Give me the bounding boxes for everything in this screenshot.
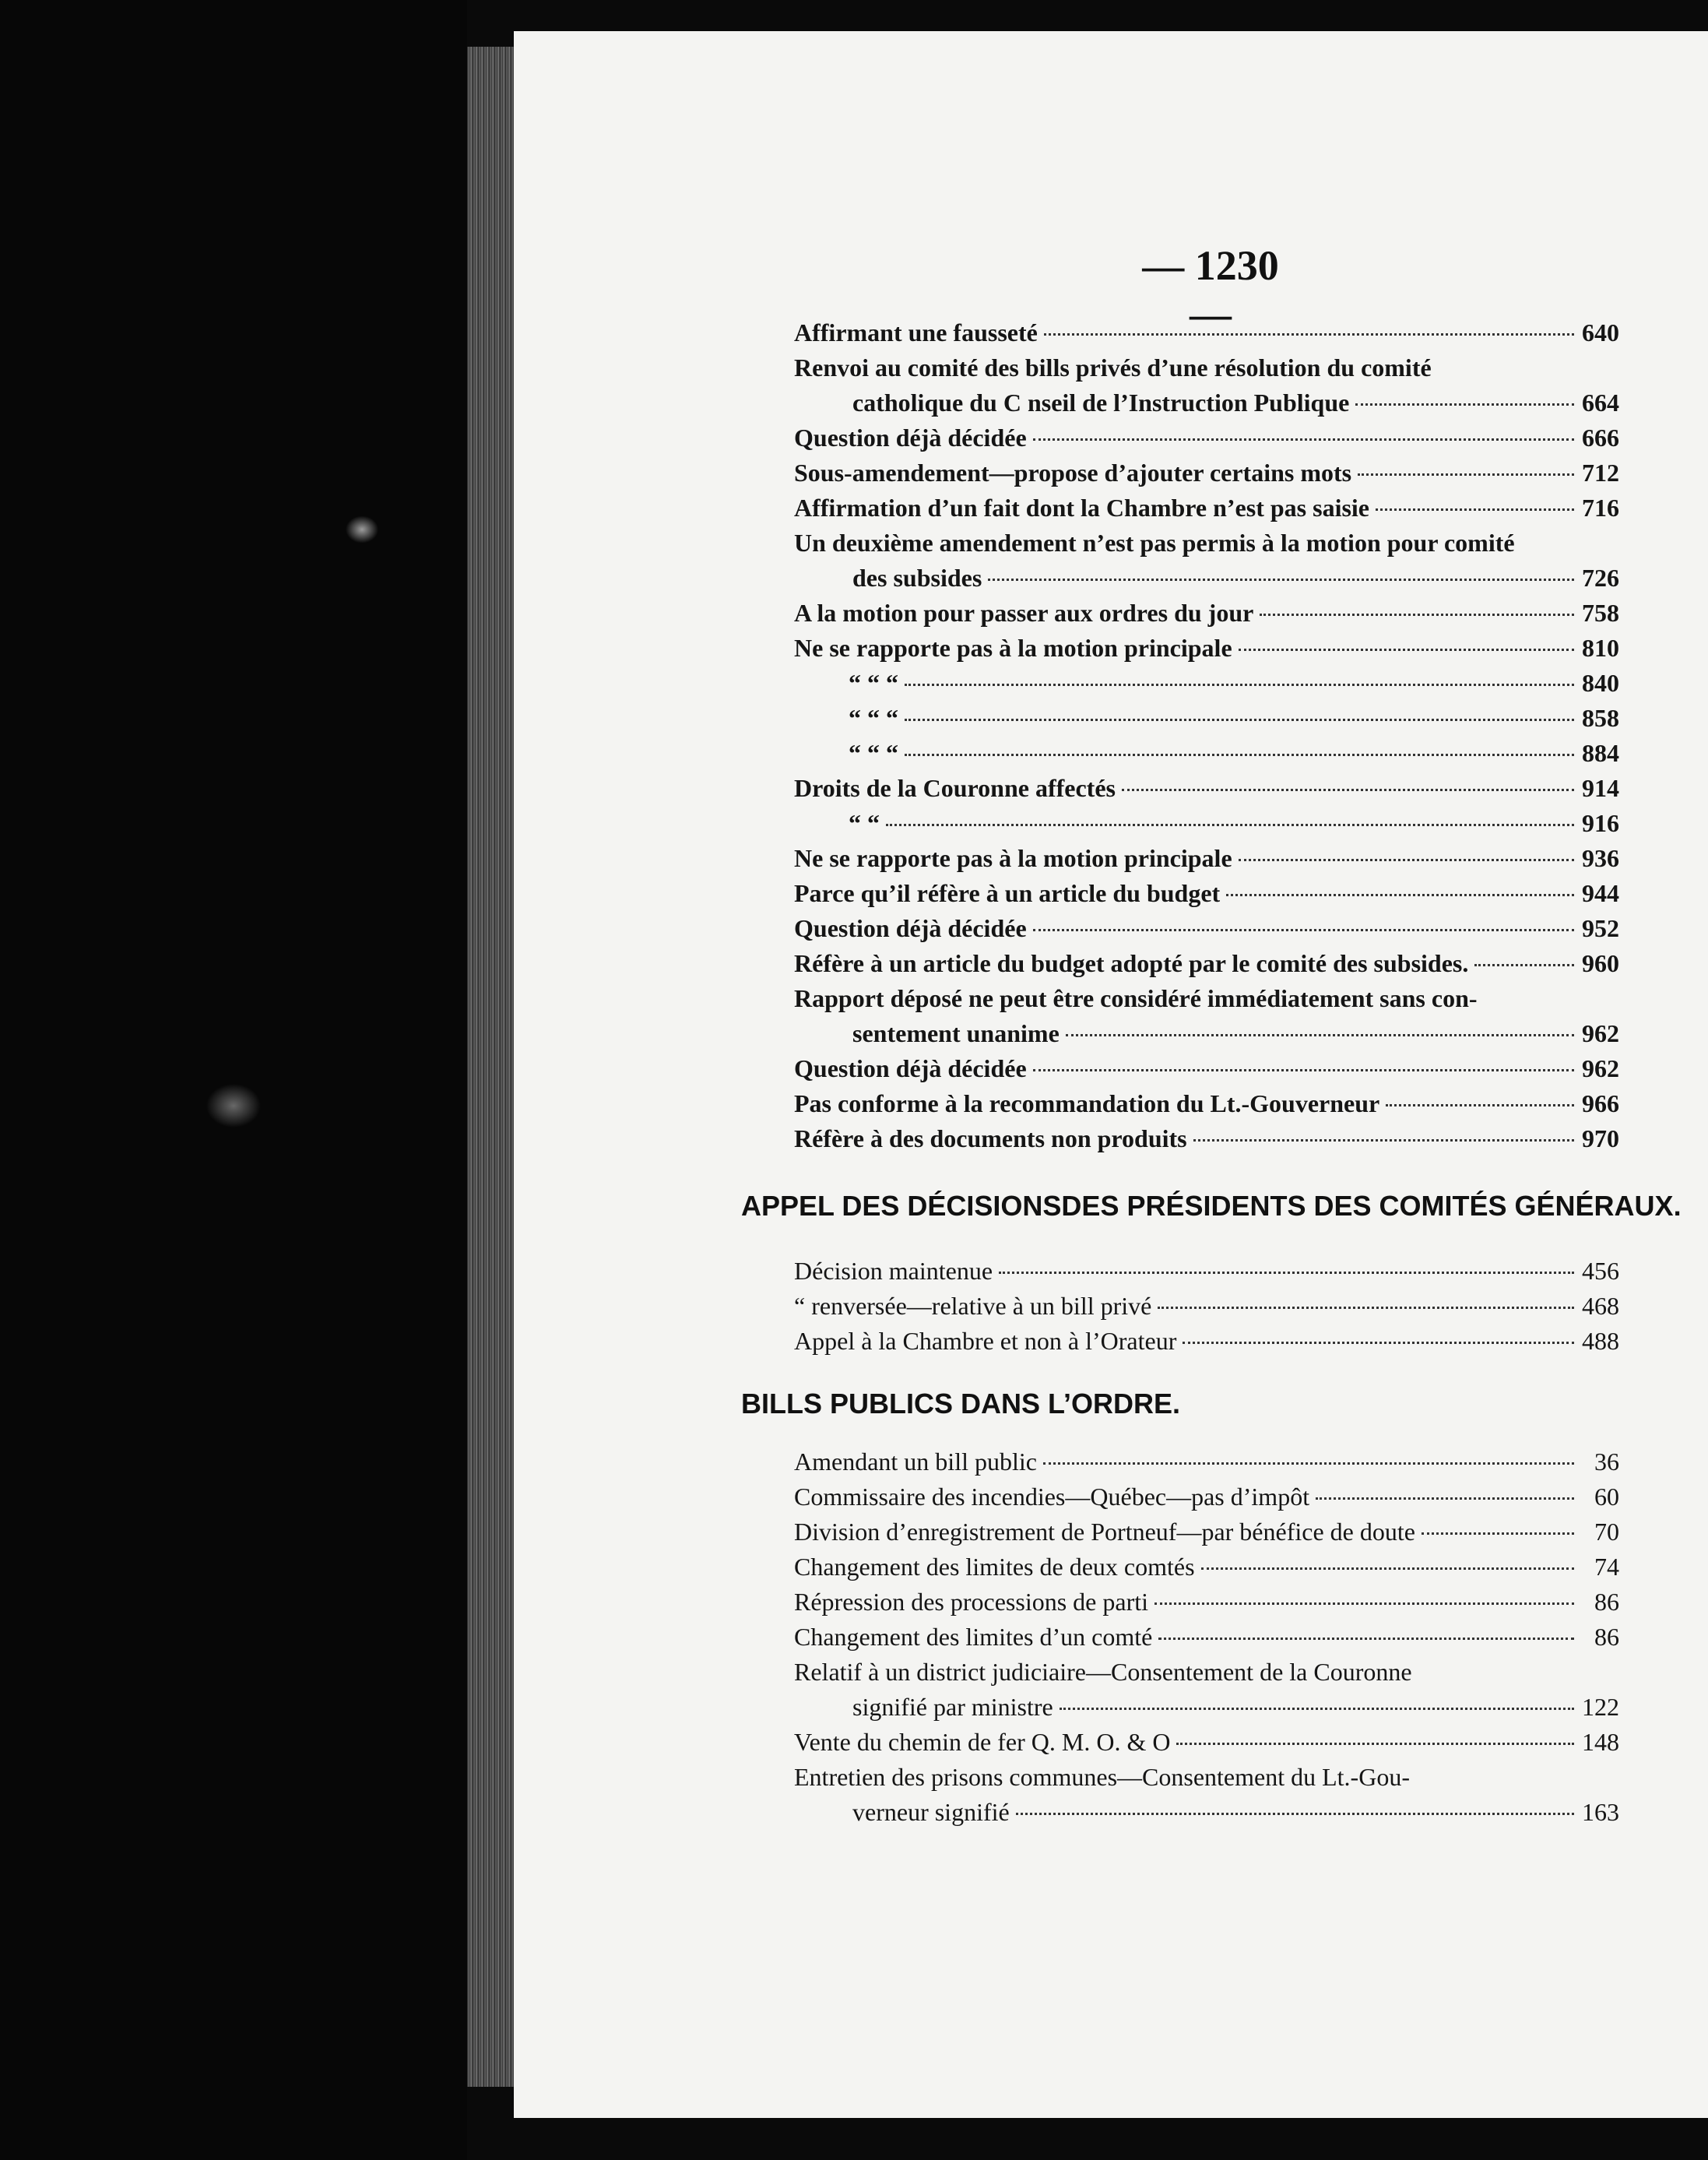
dot-leader <box>1226 894 1574 896</box>
dot-leader <box>1239 859 1574 861</box>
entry-label: Question déjà décidée <box>794 1054 1027 1082</box>
entry-page-number: 456 <box>1582 1257 1619 1285</box>
entry-label-first-line: Renvoi au comité des bills privés d’une résolution du comité <box>794 354 1432 382</box>
index-entry <box>794 315 1619 350</box>
page-number: — 1230 — <box>1142 242 1279 337</box>
entry-page-number: 640 <box>1582 318 1619 347</box>
index-entry-multiline <box>794 350 1619 420</box>
entry-label: verneur signifié <box>852 1798 1010 1826</box>
entry-label: Sous-amendement—propose d’ajouter certains mots <box>794 459 1352 487</box>
dot-leader <box>1355 403 1574 406</box>
entry-page-number: 960 <box>1582 949 1619 977</box>
dot-leader <box>905 684 1574 686</box>
index-entry <box>794 491 1619 526</box>
index-entry <box>794 1620 1619 1655</box>
entry-label-first-line: Un deuxième amendement n’est pas permis à la motion pour comité <box>794 529 1515 557</box>
entry-page-number: 36 <box>1594 1448 1619 1476</box>
entry-label: sentement unanime <box>852 1019 1060 1047</box>
entry-label: Réfère à des documents non produits <box>794 1124 1187 1152</box>
entry-page-number: 86 <box>1594 1623 1619 1651</box>
dot-leader <box>1376 508 1574 511</box>
index-entry <box>794 596 1619 631</box>
section-heading-bills-publics: BILLS PUBLICS DANS L’ORDRE. <box>741 1388 1181 1419</box>
dot-leader <box>1386 1104 1574 1106</box>
index-entry <box>794 1479 1619 1514</box>
entry-label: “ “ “ <box>849 704 898 732</box>
entry-label: signifié par ministre <box>852 1693 1053 1721</box>
entry-page-number: 916 <box>1582 809 1619 837</box>
entry-page-number: 664 <box>1582 389 1619 417</box>
entry-page-number: 716 <box>1582 494 1619 522</box>
index-entry <box>794 1324 1619 1359</box>
index-entry <box>794 701 1619 736</box>
index-entry <box>794 1550 1619 1585</box>
index-entry <box>794 771 1619 806</box>
index-entry <box>794 1121 1619 1156</box>
dot-leader <box>1422 1532 1574 1535</box>
entry-page-number: 712 <box>1582 459 1619 487</box>
entry-page-number: 936 <box>1582 844 1619 872</box>
entry-page-number: 60 <box>1594 1483 1619 1511</box>
dot-leader <box>1043 1462 1574 1465</box>
index-section-points-of-order <box>794 315 1619 1156</box>
index-section-bills-publics <box>794 1444 1619 1830</box>
entry-label: Parce qu’il réfère à un article du budget <box>794 879 1221 907</box>
dot-leader <box>1358 473 1574 476</box>
entry-label: Ne se rapporte pas à la motion principale <box>794 844 1232 872</box>
entry-page-number: 914 <box>1582 774 1619 802</box>
index-entry <box>794 561 1619 596</box>
entry-label: Amendant un bill public <box>794 1448 1037 1476</box>
index-entry <box>794 876 1619 911</box>
entry-page-number: 966 <box>1582 1089 1619 1117</box>
index-entry <box>794 806 1619 841</box>
dot-leader <box>1154 1602 1574 1605</box>
entry-page-number: 884 <box>1582 739 1619 767</box>
entry-page-number: 758 <box>1582 599 1619 627</box>
dot-leader <box>1176 1743 1574 1745</box>
entry-label: Ne se rapporte pas à la motion principale <box>794 634 1232 662</box>
entry-label-first-line: Relatif à un district judiciaire—Consentement de la Couronne <box>794 1658 1412 1686</box>
dot-leader <box>886 824 1574 826</box>
entry-page-number: 952 <box>1582 914 1619 942</box>
dot-leader <box>905 719 1574 721</box>
entry-page-number: 726 <box>1582 564 1619 592</box>
entry-label: catholique du C nseil de l’Instruction Publique <box>852 389 1350 417</box>
dot-leader <box>999 1272 1574 1274</box>
index-entry <box>794 631 1619 666</box>
dot-leader <box>1033 929 1574 931</box>
dot-leader <box>1158 1307 1574 1309</box>
entry-page-number: 858 <box>1582 704 1619 732</box>
entry-page-number: 74 <box>1594 1553 1619 1581</box>
section-heading-appel-des-decisions: APPEL DES DÉCISIONSDES PRÉSIDENTS DES COMITÉS GÉNÉRAUX. <box>741 1190 1682 1222</box>
entry-label: des subsides <box>852 564 982 592</box>
entry-label: Affirmant une fausseté <box>794 318 1038 347</box>
dot-leader <box>1474 964 1574 966</box>
index-entry-multiline <box>794 1760 1619 1830</box>
dot-leader <box>1016 1813 1574 1815</box>
entry-page-number: 163 <box>1582 1798 1619 1826</box>
dot-leader <box>1122 789 1574 791</box>
index-entry <box>794 1795 1619 1830</box>
book-page-edges <box>467 47 514 2087</box>
index-entry <box>794 1051 1619 1086</box>
index-section-appel-des-decisions <box>794 1254 1619 1359</box>
dot-leader <box>1066 1034 1574 1036</box>
index-entry <box>794 1016 1619 1051</box>
entry-page-number: 962 <box>1582 1019 1619 1047</box>
entry-page-number: 970 <box>1582 1124 1619 1152</box>
index-entry-multiline <box>794 526 1619 596</box>
dot-leader <box>1316 1497 1574 1500</box>
index-entry <box>794 841 1619 876</box>
index-entry <box>794 1444 1619 1479</box>
entry-label-first-line: Entretien des prisons communes—Consentement du Lt.-Gou- <box>794 1763 1410 1791</box>
entry-label: Répression des processions de parti <box>794 1588 1149 1616</box>
entry-label: “ “ “ <box>849 669 898 697</box>
index-entry <box>794 1514 1619 1550</box>
entry-page-number: 488 <box>1582 1327 1619 1355</box>
entry-label: Appel à la Chambre et non à l’Orateur <box>794 1327 1177 1355</box>
dot-leader <box>988 579 1574 581</box>
index-entry <box>794 1086 1619 1121</box>
entry-page-number: 840 <box>1582 669 1619 697</box>
entry-label: “ “ “ <box>849 739 898 767</box>
dot-leader <box>1183 1342 1574 1344</box>
entry-page-number: 962 <box>1582 1054 1619 1082</box>
entry-page-number: 810 <box>1582 634 1619 662</box>
index-entry <box>794 456 1619 491</box>
entry-page-number: 122 <box>1582 1693 1619 1721</box>
entry-page-number: 148 <box>1582 1728 1619 1756</box>
entry-label: “ “ <box>849 809 880 837</box>
dot-leader <box>1060 1708 1574 1710</box>
index-entry <box>794 1289 1619 1324</box>
index-entry <box>794 911 1619 946</box>
index-entry <box>794 1725 1619 1760</box>
dot-leader <box>1260 614 1574 616</box>
entry-page-number: 944 <box>1582 879 1619 907</box>
entry-label: Division d’enregistrement de Portneuf—par bénéfice de doute <box>794 1518 1415 1546</box>
entry-label: Vente du chemin de fer Q. M. O. & O <box>794 1728 1171 1756</box>
index-entry-multiline <box>794 981 1619 1051</box>
dot-leader <box>905 754 1574 756</box>
entry-label: Réfère à un article du budget adopté par le comité des subsides. <box>794 949 1469 977</box>
entry-label: Question déjà décidée <box>794 914 1027 942</box>
dot-leader <box>1201 1567 1574 1570</box>
scan-margin <box>0 0 467 2160</box>
entry-page-number: 86 <box>1594 1588 1619 1616</box>
entry-page-number: 666 <box>1582 424 1619 452</box>
entry-label: Affirmation d’un fait dont la Chambre n’est pas saisie <box>794 494 1369 522</box>
entry-page-number: 70 <box>1594 1518 1619 1546</box>
dot-leader <box>1239 649 1574 651</box>
entry-label: Décision maintenue <box>794 1257 993 1285</box>
dot-leader <box>1033 1069 1574 1071</box>
dot-leader <box>1193 1139 1574 1142</box>
entry-label: Question déjà décidée <box>794 424 1027 452</box>
entry-label: Changement des limites d’un comté <box>794 1623 1153 1651</box>
entry-label: Commissaire des incendies—Québec—pas d’impôt <box>794 1483 1310 1511</box>
dot-leader <box>1044 333 1574 336</box>
dot-leader <box>1033 438 1574 441</box>
dot-leader <box>1158 1638 1574 1640</box>
index-entry <box>794 1254 1619 1289</box>
entry-label: Droits de la Couronne affectés <box>794 774 1116 802</box>
index-entry <box>794 736 1619 771</box>
entry-label: Changement des limites de deux comtés <box>794 1553 1195 1581</box>
entry-label-first-line: Rapport déposé ne peut être considéré immédiatement sans con- <box>794 984 1478 1012</box>
index-entry <box>794 420 1619 456</box>
entry-label: Pas conforme à la recommandation du Lt.-Gouverneur <box>794 1089 1380 1117</box>
index-entry <box>794 1585 1619 1620</box>
index-entry <box>794 946 1619 981</box>
entry-page-number: 468 <box>1582 1292 1619 1320</box>
entry-label: “ renversée—relative à un bill privé <box>794 1292 1152 1320</box>
index-entry <box>794 385 1619 420</box>
index-entry-multiline <box>794 1655 1619 1725</box>
index-entry <box>794 666 1619 701</box>
index-entry <box>794 1690 1619 1725</box>
entry-label: A la motion pour passer aux ordres du jour <box>794 599 1254 627</box>
